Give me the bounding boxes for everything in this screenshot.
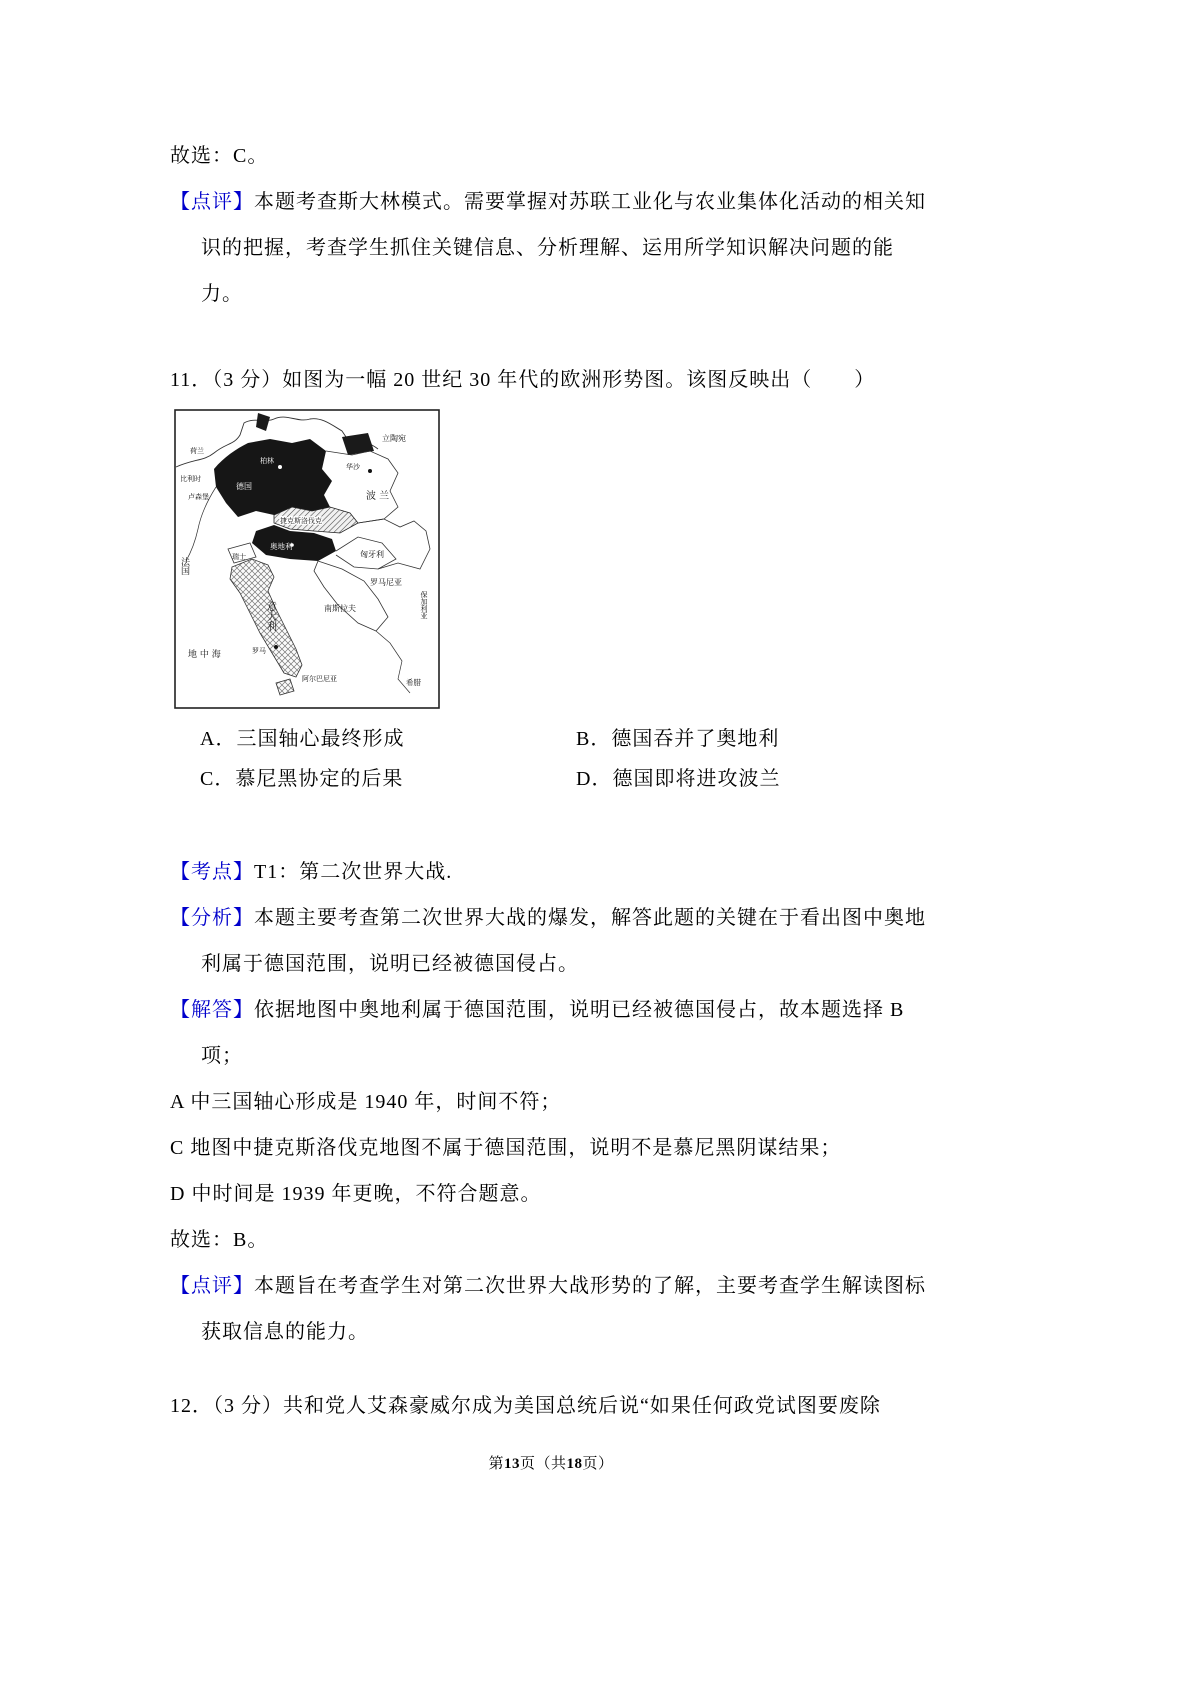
dianping-text: 本题旨在考查学生对第二次世界大战形势的了解，主要考查学生解读图标获取信息的能力。 — [201, 1275, 926, 1343]
footer-suffix: 页） — [582, 1456, 614, 1472]
lithuania-label: 立陶宛 — [382, 434, 406, 443]
rome-label: 罗马 — [252, 647, 266, 655]
berlin-label: 柏林 — [260, 457, 274, 465]
option-c: C．慕尼黑协定的后果 — [200, 768, 404, 790]
warsaw-dot — [368, 469, 372, 473]
dianping-paragraph — [170, 1263, 932, 1355]
kaodian-paragraph — [170, 849, 932, 895]
czechoslovakia-label: 捷克斯洛伐克 — [280, 517, 322, 525]
jieda-text: 依据地图中奥地利属于德国范围，说明已经被德国侵占，故本题选择 B项； — [201, 999, 905, 1067]
warsaw-label: 华沙 — [346, 463, 360, 471]
jieda-line-a: A 中三国轴心形成是 1940 年，时间不符； — [170, 1091, 562, 1113]
question-12-stem: 12．（3 分）共和党人艾森豪威尔成为美国总统后说“如果任何政党试图要废除 — [170, 1395, 881, 1417]
jieda-line-c: C 地图中捷克斯洛伐克地图不属于德国范围，说明不是慕尼黑阴谋结果； — [170, 1137, 842, 1159]
comment-paragraph-previous-question — [170, 179, 932, 317]
options-row-1 — [200, 719, 932, 759]
bulgaria-label: 保加利亚 — [420, 591, 428, 619]
kaodian-text: T1：第二次世界大战. — [254, 861, 453, 883]
mediterranean-label: 地 中 海 — [188, 650, 221, 660]
jieda-line-d: D 中时间是 1939 年更晚，不符合题意。 — [170, 1183, 542, 1205]
answer-line-previous-question: 故选：C。 — [170, 145, 269, 167]
question-11-options — [200, 719, 932, 799]
option-a: A．三国轴心最终形成 — [200, 728, 405, 750]
question-11-stem: 11．（3 分）如图为一幅 20 世纪 30 年代的欧洲形势图。该图反映出（ ） — [170, 369, 876, 391]
page-content — [170, 133, 932, 1429]
belgium-label: 比利时 — [180, 475, 201, 483]
answer-line-q11: 故选：B。 — [170, 1229, 269, 1251]
page-footer — [170, 1452, 932, 1473]
fenxi-text: 本题主要考查第二次世界大战的爆发，解答此题的关键在于看出图中奥地利属于德国范围，说明已经被德国侵占。 — [201, 907, 926, 975]
france-label: 法国 — [179, 557, 189, 575]
footer-prefix: 第 — [488, 1456, 504, 1472]
rome-dot — [274, 645, 278, 649]
greece-label: 希腊 — [406, 678, 421, 687]
romania-label: 罗马尼亚 — [370, 578, 402, 587]
options-row-2 — [200, 759, 932, 799]
option-b: B．德国吞并了奥地利 — [576, 728, 780, 750]
jieda-label: 【解答】 — [170, 999, 254, 1021]
albania-label: 阿尔巴尼亚 — [302, 675, 337, 683]
option-d: D．德国即将进攻波兰 — [576, 768, 781, 790]
hungary-label: 匈牙利 — [360, 550, 384, 559]
comment-label: 【点评】 — [170, 191, 254, 213]
luxembourg-label: 卢森堡 — [188, 493, 209, 501]
yugoslavia-label: 南斯拉夫 — [324, 604, 356, 613]
footer-total-pages: 18 — [566, 1456, 583, 1472]
poland-label: 波 兰 — [366, 491, 390, 502]
question-11-map-figure — [174, 409, 440, 709]
fenxi-label: 【分析】 — [170, 907, 254, 929]
dianping-label: 【点评】 — [170, 1275, 254, 1297]
footer-middle: 页（共 — [519, 1456, 567, 1472]
kaodian-label: 【考点】 — [170, 861, 254, 883]
europe-map — [174, 409, 440, 709]
comment-text: 本题考查斯大林模式。需要掌握对苏联工业化与农业集体化活动的相关知识的把握，考查学生抓住关键信息、分析理解、运用所学知识解决问题的能力。 — [201, 191, 926, 305]
italy-label: 意大利 — [264, 601, 276, 631]
austria-label: 奥地利 — [270, 542, 293, 551]
jieda-paragraph — [170, 987, 932, 1079]
footer-page-number: 13 — [503, 1456, 520, 1472]
netherlands-label: 荷兰 — [190, 447, 204, 455]
germany-label: 德国 — [236, 482, 252, 491]
switzerland-label: 瑞士 — [232, 553, 246, 561]
berlin-dot — [278, 465, 282, 469]
fenxi-paragraph — [170, 895, 932, 987]
